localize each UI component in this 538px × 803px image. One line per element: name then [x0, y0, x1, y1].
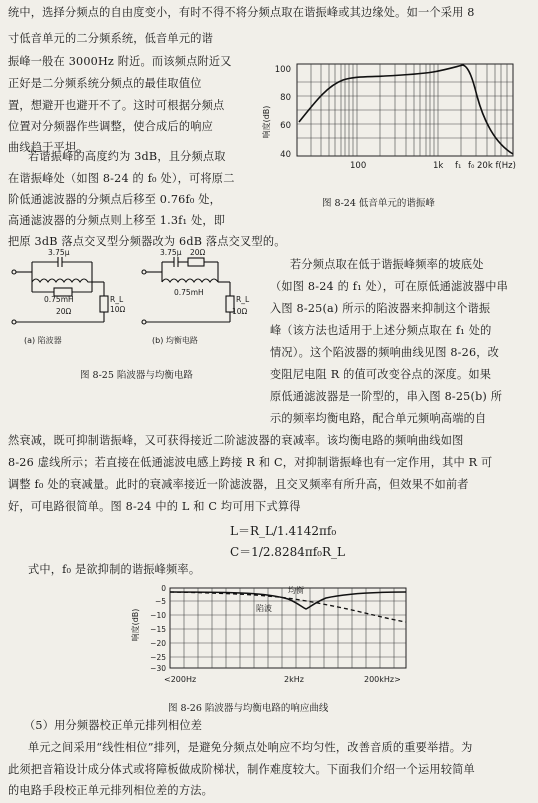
text-line: 若分频点取在低于谐振峰频率的坡底处 [290, 258, 484, 271]
text-line: 曲线趋于平坦。 [8, 141, 88, 154]
formula-L: L＝R_L/1.4142πf₀ [230, 524, 337, 538]
fig26-ytick: −10 [150, 611, 166, 620]
text-line: 把原 3dB 落点交叉型分频器改为 6dB 落点交叉型的。 [8, 235, 286, 248]
fig26-ytick: −30 [150, 664, 166, 673]
text-line: 好，可电路很简单。图 8-24 中的 L 和 C 均可用下式算得 [8, 500, 301, 513]
figure-8-26-chart [128, 585, 418, 691]
fig26-yticks [150, 584, 166, 673]
figure-8-25-circuits [4, 248, 250, 360]
fig26-xtick: 200kHz> [364, 675, 401, 684]
fig26-ytick: 0 [161, 584, 166, 593]
fig26-equalizer-curve [170, 592, 406, 622]
fig26-ytick: −5 [154, 597, 166, 606]
text-line: 8-26 虚线所示；若直接在低通滤波电感上跨接 R 和 C，对抑制谐振峰也有一定作用，其中 R 可 [8, 456, 493, 469]
figure-8-25-caption: 图 8-25 陷波器与均衡电路 [80, 370, 193, 381]
fig26-notch-label: 陷波 [256, 604, 272, 613]
text-line: 示的频率均衡电路，配合单元频响高端的自 [270, 412, 487, 425]
circuit-b-load-value: 10Ω [232, 307, 248, 316]
text-line: 高通滤波器的分频点则上移至 1.3f₁ 处，即 [8, 214, 226, 227]
text-line: 置，想避开也避开不了。这时可根据分频点 [8, 99, 225, 112]
fig26-xticks [164, 675, 401, 684]
fig24-xtick: 20k f(Hz) [477, 161, 516, 171]
text-line: 调整 f₀ 处的衰减量。此时的衰减率接近一阶滤波器，且交叉频率有所升高，但效果不如前者 [8, 478, 469, 491]
fig24-yticks [275, 65, 291, 160]
text-line: 变阻尼电阻 R 的值可改变谷点的深度。如果 [270, 368, 492, 381]
fig26-grid [170, 588, 406, 668]
fig24-ylabel: 响度(dB) [262, 105, 271, 139]
formula-C: C＝1/2.8284πf₀R_L [230, 545, 345, 559]
text-line: 峰（该方法也适用于上述分频点取在 f₁ 处的 [270, 324, 492, 337]
text-line: 单元之间采用“线性相位”排列，是避免分频点处响应不均匀性，改善音质的重要举措。为 [28, 741, 473, 754]
circuit-a-cap-label: 3.75μ [48, 248, 70, 257]
fig24-xtick: 100 [350, 161, 367, 171]
figure-8-26-caption: 图 8-26 陷波器与均衡电路的响应曲线 [168, 703, 329, 714]
fig26-ytick: −15 [150, 625, 166, 634]
fig24-xtick: f₁ [455, 161, 462, 171]
text-line: 寸低音单元的二分频系统，低音单元的谐 [8, 32, 213, 45]
circuit-a-load-label: R_L [110, 295, 124, 304]
fig26-ytick: −20 [150, 639, 166, 648]
circuit-a-res-label: 20Ω [56, 307, 72, 316]
fig24-ytick: 100 [274, 65, 291, 75]
text-line: 然衰减，既可抑制谐振峰，又可获得接近二阶滤波器的衰减率。该均衡电路的频响曲线如图 [8, 434, 464, 447]
fig24-xtick: f₀ [468, 161, 475, 171]
circuit-b-cap-label: 3.75μ [160, 248, 182, 257]
fig24-ytick: 60 [280, 121, 291, 131]
text-line: 统中，选择分频点的自由度变小，有时不得不将分频点取在谐振峰或其边缘处。如一个采用 8 [8, 6, 475, 19]
section-title: （5）用分频器校正单元排列相位差 [24, 719, 203, 732]
text-line: 位置对分频器作些调整，使合成后的响应 [8, 120, 213, 133]
circuit-b-load-label: R_L [236, 295, 250, 304]
text-line: 振峰一般在 3000Hz 附近。而该频点附近又 [8, 55, 232, 68]
circuit-b-res-label: 20Ω [190, 248, 206, 257]
fig24-xtick: 1k [433, 161, 444, 171]
circuit-a-label: (a) 陷波器 [24, 336, 62, 345]
fig26-xtick: <200Hz [164, 675, 197, 684]
circuit-a-load-value: 10Ω [110, 305, 126, 314]
fig24-xticks [350, 161, 516, 171]
fig26-ytick: −25 [150, 653, 166, 662]
circuit-b-ind-label: 0.75mH [174, 288, 204, 297]
text-line: 在谐振峰处（如图 8-24 的 f₀ 处），可将原二 [8, 172, 235, 185]
fig24-ytick: 80 [280, 93, 291, 103]
text-line: 若谐振峰的高度约为 3dB，且分频点取 [28, 150, 226, 163]
fig24-ytick: 40 [280, 150, 291, 160]
figure-8-24-chart [255, 50, 535, 198]
text-line: 阶低通滤波器的分频点后移至 0.76f₀ 处， [8, 193, 222, 206]
fig26-xtick: 2kHz [284, 675, 304, 684]
circuit-b-label: (b) 均衡电路 [152, 336, 198, 345]
figure-8-24-caption: 图 8-24 低音单元的谐振峰 [322, 198, 435, 209]
text-line: 正好是二分频系统分频点的最佳取值位 [8, 77, 202, 90]
text-line: 此须把音箱设计成分体式或将障板做成阶梯状，制作难度较大。下面我们介绍一个运用较简单 [8, 763, 475, 776]
text-line: 情况）。这个陷波器的频响曲线见图 8-26，改 [270, 346, 500, 359]
text-line: 入图 8-25(a) 所示的陷波器来抑制这个谐振 [270, 302, 491, 315]
text-line: 原低通滤波器是一阶型的，串入图 8-25(b) 所 [270, 390, 503, 403]
text-line: 的电路手段校正单元排列相位差的方法。 [8, 784, 213, 797]
text-line: （如图 8-24 的 f₁ 处），可在原低通滤波器中串 [270, 280, 508, 293]
fig26-equalizer-label: 均衡 [288, 586, 304, 595]
formula-where-text: 式中，f₀ 是欲抑制的谐振峰频率。 [28, 563, 201, 576]
fig26-ylabel: 响度(dB) [131, 608, 140, 642]
circuit-a-ind-label: 0.75mH [44, 295, 74, 304]
